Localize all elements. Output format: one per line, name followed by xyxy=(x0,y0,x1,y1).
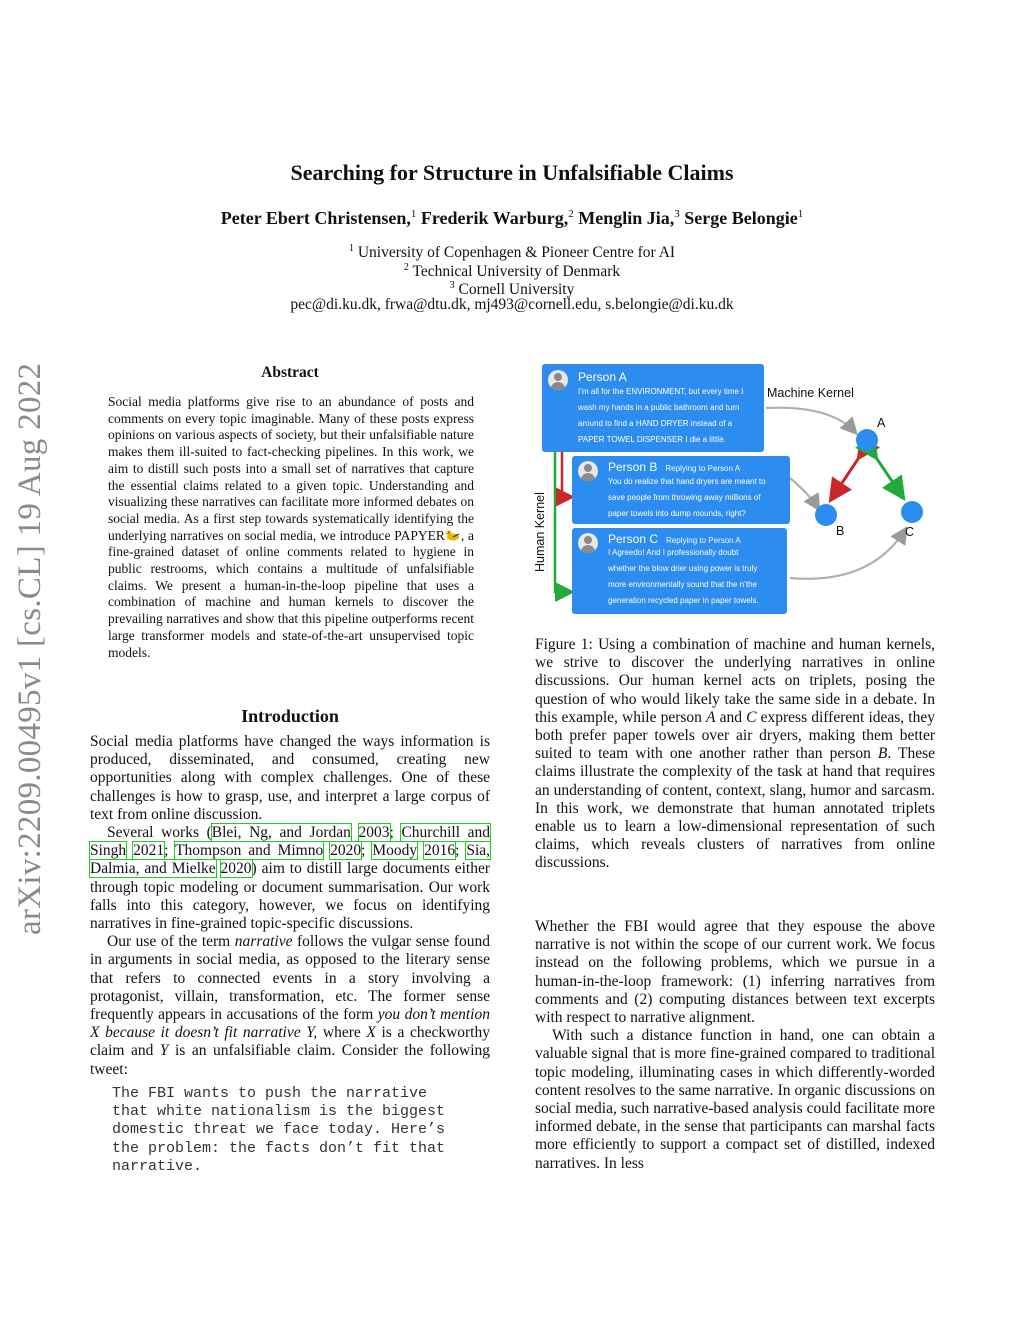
duck-logo-icon xyxy=(445,529,461,541)
commenter-name xyxy=(608,532,741,546)
para-text: is an unfalsifiable claim. Consider the following tweet: xyxy=(90,1042,490,1078)
node-b-label: B xyxy=(836,524,845,538)
comment-line: PAPER TOWEL DISPENSER I die a little. xyxy=(578,435,726,444)
avatar-icon xyxy=(548,370,568,390)
comment-text xyxy=(608,545,759,609)
machine-arrow xyxy=(790,530,905,579)
math-var: X xyxy=(366,1024,376,1042)
comment-text xyxy=(578,384,743,448)
author-affil-mark: 3 xyxy=(674,208,680,220)
comment-line: more environmentally sound that the n’the xyxy=(608,580,757,589)
comment-bubble-a xyxy=(542,364,764,452)
reply-tag: Replying to Person A xyxy=(666,536,741,545)
author-name: Frederik Warburg, xyxy=(420,208,569,228)
para-text: ) aim to distill large documents either through topic modeling or document summarisation. Our work falls into this category, however, we focus on identifying narratives in fine-grained topic-specific discussions. xyxy=(90,860,490,933)
para-text: Several works ( xyxy=(107,824,212,842)
citation-link[interactable]: 2021 xyxy=(133,842,165,860)
emphasis-text: narrative xyxy=(234,933,293,951)
affil-text: Cornell University xyxy=(458,281,575,299)
math-var: A xyxy=(706,708,716,726)
author-name: Serge Belongie xyxy=(684,208,798,228)
comment-line: paper towels into dump mounds, right? xyxy=(608,509,746,518)
caption-text: express different ideas, they both prefer paper towels over air dryers, making them better suited to team with one another rather than person xyxy=(535,708,935,763)
comment-bubble-c xyxy=(572,528,787,614)
human-kernel-label: Human Kernel xyxy=(533,492,547,572)
affil-text: Technical University of Denmark xyxy=(412,262,621,280)
math-var: C xyxy=(746,708,757,726)
author-emails: pec@di.ku.dk, frwa@dtu.dk, mj493@cornell.edu, s.belongie@di.ku.dk xyxy=(290,295,734,313)
citation-link[interactable]: Blei, Ng, and Jordan xyxy=(211,824,351,842)
paper-title: Searching for Structure in Unfalsifiable Claims xyxy=(290,160,734,185)
affil-num: 2 xyxy=(403,261,409,273)
node-a-label: A xyxy=(877,416,886,430)
commenter-name: Person A xyxy=(578,370,627,384)
author-affil-mark: 1 xyxy=(797,208,804,220)
abstract-body xyxy=(108,394,474,661)
citation-link[interactable]: 2016 xyxy=(424,842,456,860)
machine-kernel-label: Machine Kernel xyxy=(767,386,854,400)
figure-1 xyxy=(530,360,940,625)
machine-arrow xyxy=(766,408,855,432)
intro-paragraph: Social media platforms have changed the ways information is produced, disseminated, and consumed, creating new opportunities along with complex challenges. One of these challenges is how to grasp, use, and interpret a large corpus of text from online discussion. xyxy=(90,733,490,823)
para-text: is a checkworthy claim and xyxy=(90,1024,490,1060)
dataset-name: PAPYER xyxy=(394,527,445,543)
intro-paragraph: Several works (Blei, Ng, and Jordan 2003; Churchill and Singh 2021; Thompson and Mimno 2020; Moody 2016; Sia, Dalmia, and Mielke 2020) aim to distill large documents either through topic modeling or document summarisation. Our work falls into this category, however, we focus on identifying narratives in fine-grained topic-specific discussions. xyxy=(90,824,491,933)
author-list xyxy=(0,208,1024,229)
comment-line: around to find a HAND DRYER instead of a xyxy=(578,419,733,428)
avatar-icon xyxy=(578,461,598,481)
affil-num: 1 xyxy=(348,243,354,254)
human-kernel-red xyxy=(562,452,570,497)
intro-body xyxy=(90,733,490,1176)
body-paragraph: With such a distance function in hand, one can obtain a valuable signal that is more fine-grained compared to traditional topic modeling, illuminating cases in which differently-worded content resolves to the same narrative. In organic discussions on social media, such narrative-based analysis could facilitate more informed debate, in the sense that participants can marshal facts more efficiently to support a compact set of distilled, indexed narratives. In less xyxy=(535,1027,935,1172)
para-text: Our use of the term xyxy=(107,933,235,951)
citation-link[interactable]: 2020 xyxy=(330,842,362,860)
author-name: Peter Ebert Christensen, xyxy=(220,208,411,228)
citation-link[interactable]: 2020 xyxy=(220,860,252,878)
commenter-name-text: Person C xyxy=(608,532,659,546)
citation-link[interactable]: Churchill and Singh xyxy=(90,824,491,860)
caption-text: . These claims illustrate the complexity of the task at hand that requires an understanding of content, context, slang, humor and sarcasm. In this work, we demonstrate that human annotated triplets enable us to learn a low-dimensional representation of such claims, which reveals clusters of narratives from online discussions. xyxy=(535,745,935,872)
comment-bubble-b xyxy=(572,456,790,524)
comment-line: whether the blow drier using power is truly xyxy=(608,564,758,573)
arxiv-identifier[interactable]: arXiv:2209.00495v1 [cs.CL] 19 Aug 2022 xyxy=(12,362,48,935)
comment-text xyxy=(608,474,766,522)
comment-line: generation recycled paper in paper towels. xyxy=(608,596,759,605)
math-var: B xyxy=(877,745,888,763)
comment-line: I Agreedo! And I professionally doubt xyxy=(608,548,739,557)
abstract-text: Social media platforms give rise to an abundance of posts and comments on every topic imaginable. Many of these posts express opinions on various aspects of society, but their unfalsifiable nature makes them ill-suited to fact-checking pipelines. In this work, we aim to distill such posts into a small set of narratives that capture the essential claims related to a given topic. Understanding and visualizing these narratives can facilitate more informed debates on social media. As a first step towards systematically identifying the underlying narratives on social media, we introduce xyxy=(108,394,474,543)
emphasis-text: you don’t mention X because it doesn’t fit narrative Y, xyxy=(90,1006,490,1042)
author-name: Menglin Jia, xyxy=(578,208,675,228)
avatar-icon xyxy=(578,533,598,553)
right-column-body xyxy=(535,918,935,1173)
machine-arrow xyxy=(790,478,818,508)
comment-line: I’m all for the ENVIRONMENT, but every time I xyxy=(578,387,744,396)
abstract-text: , a fine-grained dataset of online comments related to hygiene in public restrooms, which contains a multitude of unfalsifiable claims. We present a human-in-the-loop pipeline that uses a combination of machine and human kernels to discover the prevailing narratives and show that this pipeline outperforms recent large transformer models and state-of-the-art unsupervised topic models. xyxy=(108,527,474,660)
section-heading-introduction: Introduction xyxy=(241,706,339,726)
math-var: Y xyxy=(159,1042,169,1060)
intro-paragraph xyxy=(90,933,490,1079)
citation-link[interactable]: 2003 xyxy=(358,824,390,842)
author-affil-mark: 2 xyxy=(568,208,574,220)
red-edge xyxy=(832,456,860,498)
tweet-quote: The FBI wants to push the narrative that white nationalism is the biggest domestic threat we face today. Here’s the problem: the facts don’t fit that narrative. xyxy=(112,1084,446,1176)
caption-text: Figure 1: Using a combination of machine and human kernels, we strive to discover the underlying narratives in online discussions. Our human kernel acts on triplets, posing the question of who would likely take the same side in a debate. In this example, while person xyxy=(535,636,935,726)
abstract-heading: Abstract xyxy=(261,364,319,381)
node-b xyxy=(815,504,837,526)
reply-tag: Replying to Person A xyxy=(665,464,741,473)
comment-line: wash my hands in a public bathroom and turn xyxy=(578,403,740,412)
figure-caption xyxy=(535,636,935,873)
node-c-label: C xyxy=(905,525,915,539)
affil-num: 3 xyxy=(449,280,455,291)
comment-line: save people from throwing away millions of xyxy=(608,493,761,502)
affil-text: University of Copenhagen & Pioneer Centre for AI xyxy=(357,244,676,262)
green-edge xyxy=(875,456,902,496)
commenter-name-text: Person B xyxy=(608,460,658,474)
para-text: where xyxy=(317,1024,367,1042)
para-text: follows the vulgar sense found in arguments in social media, as opposed to the literary sense that refers to connected events in a story involving a protagonist, villain, transformation, etc. The former sense frequently appears in accusations of the form xyxy=(90,933,490,1024)
citation-link[interactable]: Thompson and Mimno xyxy=(175,842,324,860)
citation-link[interactable]: Sia, Dalmia, and Mielke xyxy=(90,842,491,878)
citation-link[interactable]: Moody xyxy=(372,842,418,860)
body-paragraph: Whether the FBI would agree that they espouse the above narrative is not within the scope of our current work. We focus instead on the following problems, which we pursue in a human-in-the-loop framework: (1) inferring narratives from comments and (2) computing distances between text excerpts with respect to narrative alignment. xyxy=(535,918,935,1027)
commenter-name xyxy=(608,460,740,474)
caption-text: and xyxy=(715,708,747,726)
node-a xyxy=(856,429,878,451)
node-c xyxy=(901,501,923,523)
author-affil-mark: 1 xyxy=(410,208,417,220)
comment-line: You do realize that hand dryers are meant to xyxy=(608,477,766,486)
